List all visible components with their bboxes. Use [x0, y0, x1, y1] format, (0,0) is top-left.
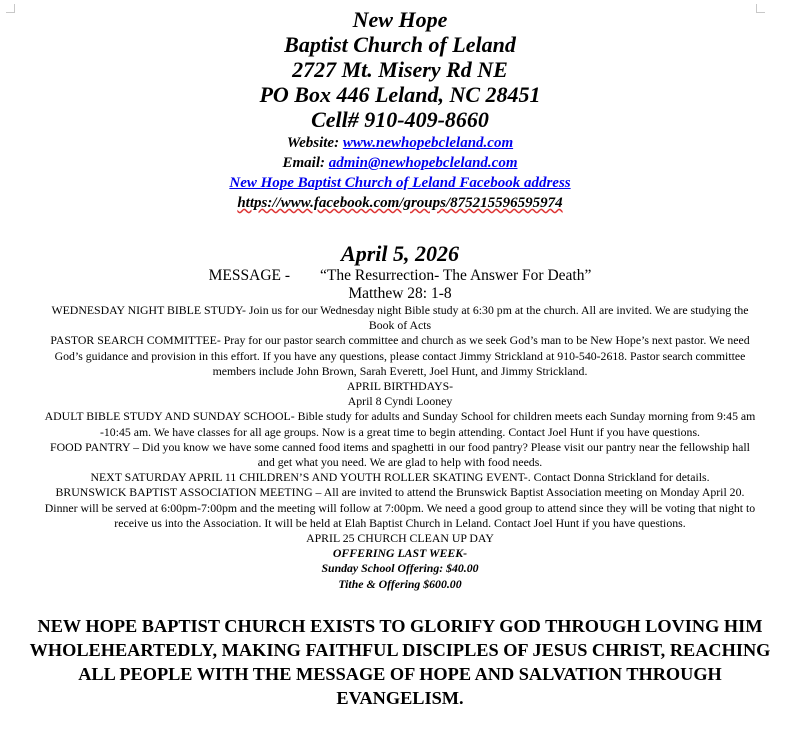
offering-tithe: Tithe & Offering $600.00: [338, 576, 462, 591]
contact-block: [0, 133, 800, 213]
church-header: [0, 0, 800, 132]
offering-heading: OFFERING LAST WEEK-: [332, 546, 468, 561]
facebook-link[interactable]: New Hope Baptist Church of Leland Facebook address: [229, 175, 571, 191]
cell-phone: Cell# 910-409-8660: [311, 107, 489, 132]
announcement-roller-skating: NEXT SATURDAY APRIL 11 CHILDREN’S AND YOUTH ROLLER SKATING EVENT-. Contact Donna Strickland for details.: [90, 470, 710, 485]
message-title: “The Resurrection- The Answer For Death”: [320, 267, 592, 284]
church-name-line-2: Baptist Church of Leland: [284, 32, 516, 57]
street-address: 2727 Mt. Misery Rd NE: [292, 57, 508, 82]
announcements: [0, 303, 800, 592]
scripture-reference: Matthew 28: 1-8: [348, 285, 452, 302]
announcement-association-meeting: BRUNSWICK BAPTIST ASSOCIATION MEETING – All are invited to attend the Brunswick Baptist Association meeting on Monday April 20. Dinner will be served at 6:00pm-7:00pm and the meeting will follow at 7:00pm. We need a good group to attend since they will be voting that night to receive us into the Association. It will be held at Elah Baptist Church in Leland. Contact Joel Hunt if you have questions.: [44, 485, 756, 530]
email-label: Email:: [282, 155, 329, 171]
facebook-line: [0, 173, 800, 193]
announcement-pastor-search: PASTOR SEARCH COMMITTEE- Pray for our pastor search committee and church as we seek God’s man to be New Hope’s next pastor. We need God’s guidance and provision in this effort. If you have any questions, please contact Jimmy Strickland at 910-540-2618. Pastor search committee members include John Brown, Sarah Everett, Joel Hunt, and Jimmy Strickland.: [50, 333, 750, 378]
announcement-clean-up-day: APRIL 25 CHURCH CLEAN UP DAY: [306, 531, 494, 546]
church-name-line-1: New Hope: [352, 7, 448, 32]
message-label: MESSAGE -: [208, 267, 291, 284]
website-link[interactable]: www.newhopebcleland.com: [342, 135, 514, 151]
email-line: [0, 153, 800, 173]
facebook-url[interactable]: https://www.facebook.com/groups/875215596595974: [237, 195, 563, 211]
website-line: [0, 133, 800, 153]
announcement-birthdays-heading: APRIL BIRTHDAYS-: [346, 379, 454, 394]
mission-statement: NEW HOPE BAPTIST CHURCH EXISTS TO GLORIFY GOD THROUGH LOVING HIM WHOLEHEARTEDLY, MAKING FAITHFUL DISCIPLES OF JESUS CHRIST, REACHING ALL PEOPLE WITH THE MESSAGE OF HOPE AND SALVATION THROUGH EVANGELISM.: [29, 615, 771, 708]
message-line: [0, 267, 800, 285]
announcement-food-pantry: FOOD PANTRY – Did you know we have some canned food items and spaghetti in our food pantry? Please visit our pantry near the fellowship hall and get what you need. We are glad to help with food needs.: [50, 439, 750, 470]
announcement-birthday-entry: April 8 Cyndi Looney: [347, 394, 453, 409]
announcement-wednesday-bible-study: WEDNESDAY NIGHT BIBLE STUDY- Join us for our Wednesday night Bible study at 6:30 pm at the church. All are invited. We are studying the Book of Acts: [51, 303, 749, 333]
service-date: April 5, 2026: [341, 241, 459, 266]
website-label: Website:: [286, 135, 343, 151]
offering-sunday-school: Sunday School Offering: $40.00: [321, 561, 479, 576]
po-box-address: PO Box 446 Leland, NC 28451: [259, 82, 541, 107]
email-link[interactable]: admin@newhopebcleland.com: [328, 155, 518, 171]
announcement-sunday-school: ADULT BIBLE STUDY AND SUNDAY SCHOOL- Bible study for adults and Sunday School for children meets each Sunday morning from 9:45 am -10:45 am. We have classes for all age groups. Now is a great time to begin attending. Contact Joel Hunt if you have questions.: [44, 409, 756, 439]
